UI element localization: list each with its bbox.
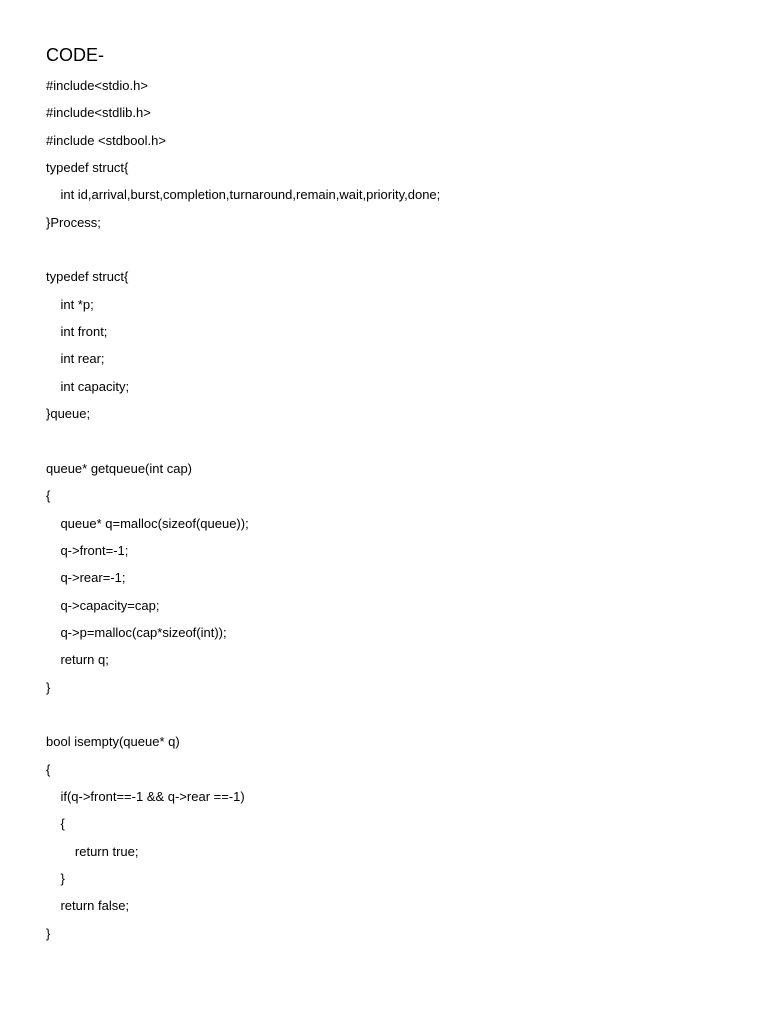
code-line: }Process; [46,214,101,230]
code-line: #include<stdlib.h> [46,105,151,121]
code-line: q->rear=-1; [46,570,126,586]
code-line: } [46,679,51,695]
code-line: int capacity; [46,378,130,394]
code-line: } [46,870,65,886]
code-line: int front; [46,324,108,340]
code-line [46,430,726,457]
code-line: bool isempty(queue* q) [46,734,180,750]
code-line: int rear; [46,351,105,367]
code-line [46,239,726,266]
code-line: queue* getqueue(int cap) [46,460,193,476]
code-line [46,704,726,731]
code-line: return false; [46,898,130,914]
code-line: q->capacity=cap; [46,597,160,613]
code-line: return q; [46,652,109,668]
code-line: typedef struct{ [46,269,129,285]
code-line: typedef struct{ [46,160,129,176]
code-line: queue* q=malloc(sizeof(queue)); [46,515,249,531]
code-line: { [46,488,51,504]
code-line: if(q->front==-1 && q->rear ==-1) [46,788,245,804]
code-line: q->front=-1; [46,542,129,558]
code-line: #include<stdio.h> [46,78,148,93]
code-block [46,75,726,950]
page-heading: CODE- [46,45,104,65]
code-line: #include <stdbool.h> [46,132,166,148]
code-line: q->p=malloc(cap*sizeof(int)); [46,624,227,640]
code-line: int id,arrival,burst,completion,turnaround,remain,wait,priority,done; [46,187,441,203]
code-line: } [46,925,51,941]
code-line: }queue; [46,406,91,422]
code-line: { [46,761,51,777]
code-line: return true; [46,843,139,859]
code-line: int *p; [46,296,94,312]
code-line: { [46,816,65,832]
